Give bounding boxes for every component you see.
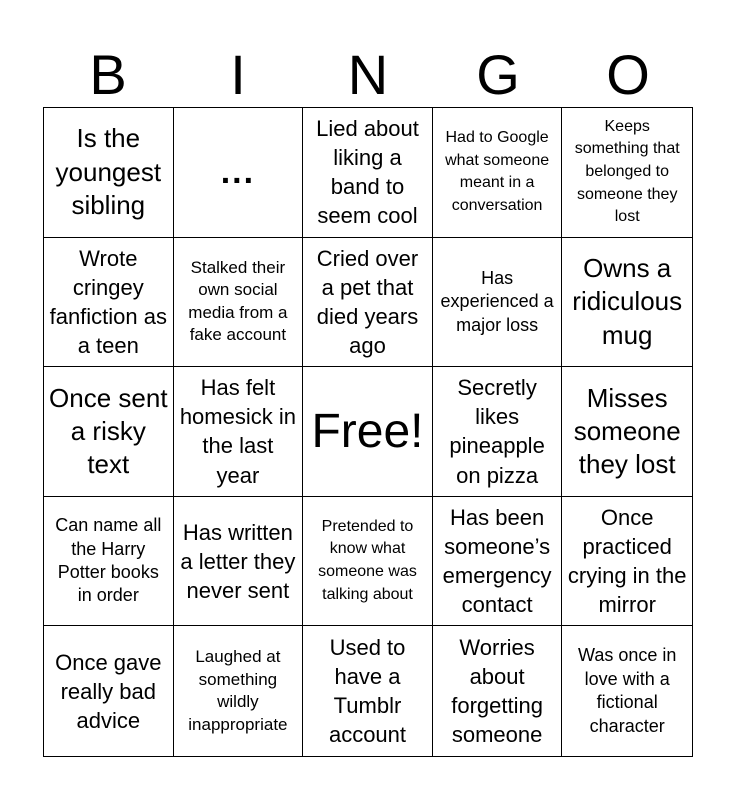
bingo-cell[interactable]: Has written a letter they never sent — [174, 497, 304, 627]
bingo-header — [43, 42, 693, 108]
bingo-cell[interactable]: Laughed at something wildly inappropriate — [174, 626, 304, 756]
bingo-cell[interactable]: Owns a ridiculous mug — [562, 238, 692, 368]
bingo-cell[interactable]: Wrote cringey fanfiction as a teen — [44, 238, 174, 368]
bingo-cell[interactable]: Has felt homesick in the last year — [174, 367, 304, 497]
bingo-cell[interactable]: Once gave really bad advice — [44, 626, 174, 756]
bingo-cell[interactable]: Was once in love with a fictional character — [578, 645, 677, 736]
bingo-cell[interactable]: ... — [174, 108, 304, 238]
header-letter-b: B — [89, 43, 127, 106]
bingo-cell[interactable]: Misses someone they lost — [562, 367, 692, 497]
header-letter-n: N — [347, 43, 389, 106]
bingo-cell[interactable]: Has been someone’s emergency contact — [433, 497, 563, 627]
bingo-cell[interactable]: Can name all the Harry Potter books in order — [44, 497, 174, 627]
free-space-cell[interactable]: Free! — [303, 367, 433, 497]
bingo-cell[interactable]: Worries about forgetting someone — [433, 626, 563, 756]
bingo-cell[interactable]: Stalked their own social media from a fake account — [174, 238, 304, 368]
header-letter-i: I — [230, 43, 246, 106]
bingo-cell[interactable]: Pretended to know what someone was talking about — [303, 497, 433, 627]
bingo-cell[interactable]: Had to Google what someone meant in a conversation — [433, 108, 563, 238]
bingo-cell[interactable]: Cried over a pet that died years ago — [303, 238, 433, 368]
bingo-cell[interactable]: Lied about liking a band to seem cool — [303, 108, 433, 238]
bingo-cell[interactable]: Keeps something that belonged to someone they lost — [562, 108, 692, 238]
header-letter-g: G — [476, 43, 520, 106]
bingo-cell[interactable]: Secretly likes pineapple on pizza — [433, 367, 563, 497]
header-letter-o: O — [606, 43, 650, 106]
bingo-cell[interactable]: Used to have a Tumblr account — [303, 626, 433, 756]
bingo-cell[interactable]: Has experienced a major loss — [433, 238, 563, 368]
bingo-cell[interactable]: Is the youngest sibling — [44, 108, 174, 238]
bingo-cell[interactable]: Once sent a risky text — [44, 367, 174, 497]
bingo-grid — [43, 107, 693, 757]
bingo-cell[interactable]: Once practiced crying in the mirror — [562, 497, 692, 627]
